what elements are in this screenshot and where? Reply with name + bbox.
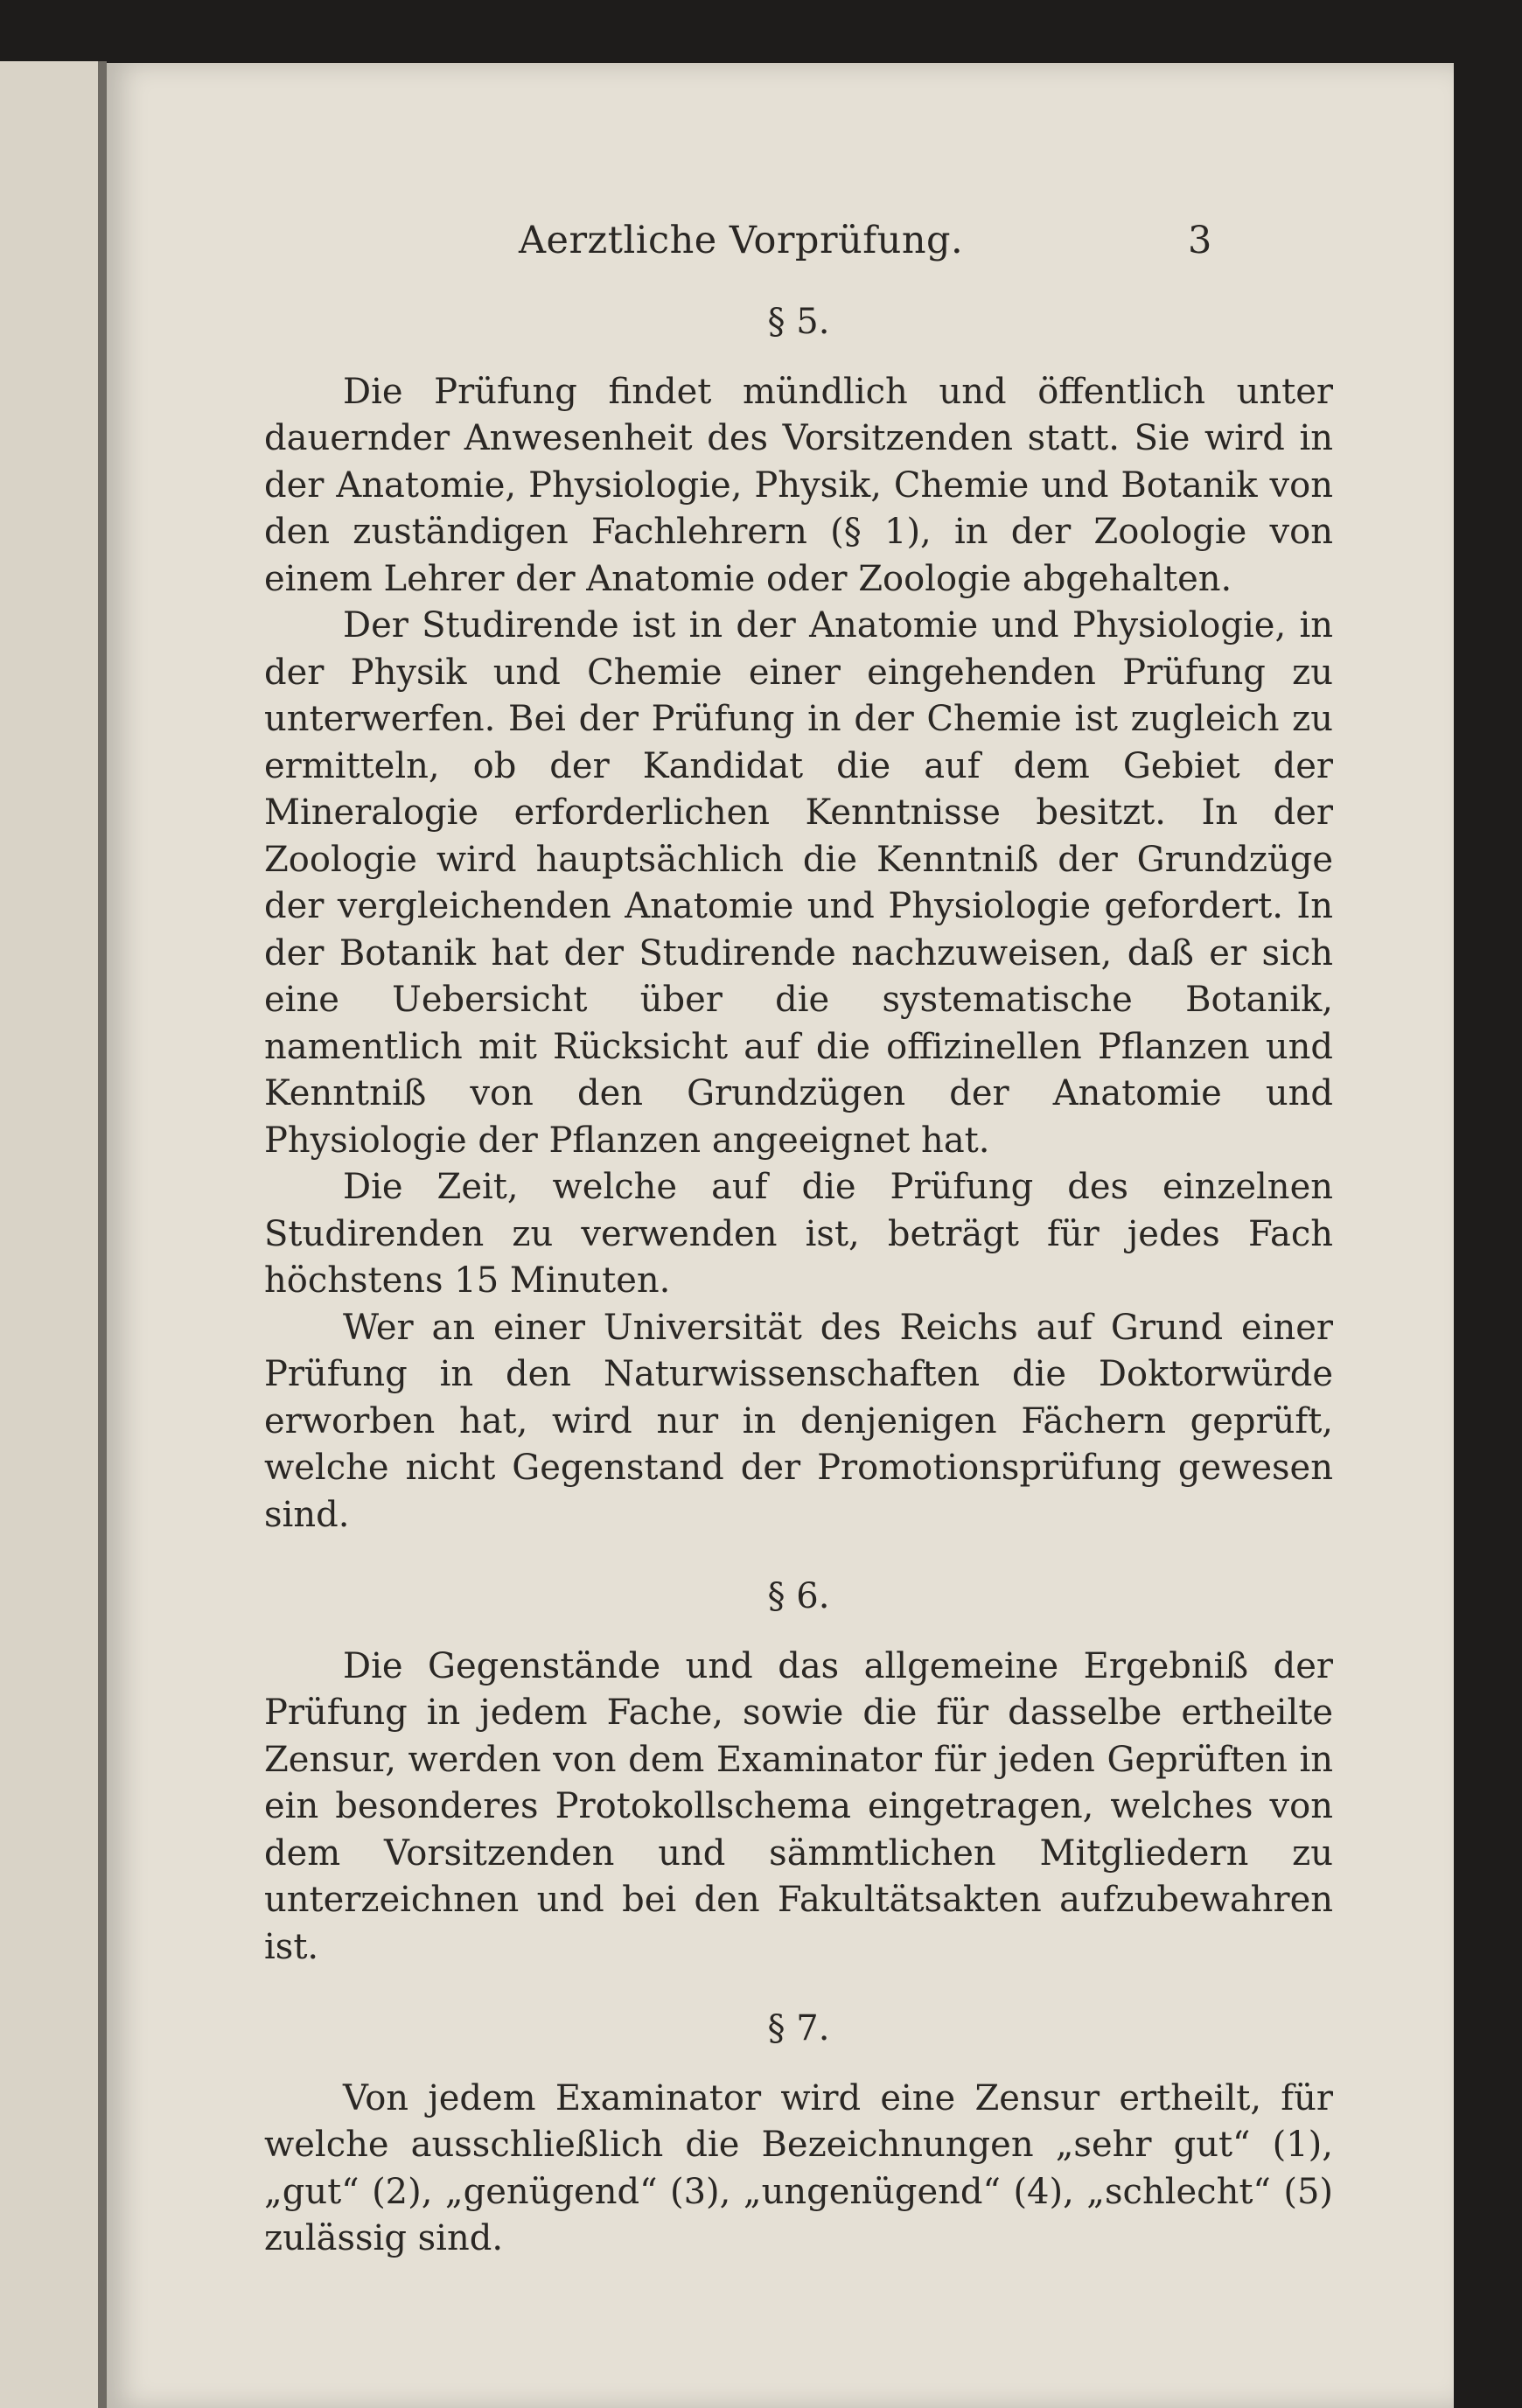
section-heading: § 6. <box>767 1576 830 1616</box>
page-number: 3 <box>1188 219 1212 262</box>
section-heading: § 5. <box>767 302 830 342</box>
paragraph: Die Gegenstände und das allgemeine Ergebniß der Prüfung in jedem Fache, sowie die für dasselbe ertheilte Zensur, werden von dem Examinator für jeden Geprüften in ein besonderes Protokollschema eingetragen, welches von dem Vorsitzenden und sämmtlichen Mitgliedern zu unterzeichnen und bei den Fakultätsakten aufzubewahren ist. <box>264 1645 1333 1967</box>
running-head-title: Aerztliche Vorprüfung. <box>519 219 964 262</box>
paragraph: Der Studirende ist in der Anatomie und Physiologie, in der Physik und Chemie einer eingehenden Prüfung zu unterwerfen. Bei der Prüfung in der Chemie ist zugleich zu ermitteln, ob der Kandidat die auf dem Gebiet der Mineralogie erforderlichen Kenntnisse besitzt. In der Zoologie wird hauptsächlich die Kenntniß der Grundzüge der vergleichenden Anatomie und Physiologie gefordert. In der Botanik hat der Studirende nachzuweisen, daß er sich eine Uebersicht über die systematische Botanik, namentlich mit Rücksicht auf die offizinellen Pflanzen und Kenntniß von den Grundzügen der Anatomie und Physiologie der Pflanzen angeeignet hat. <box>264 605 1333 1161</box>
paragraph: Die Prüfung findet mündlich und öffentlich unter dauernder Anwesenheit des Vorsitzenden statt. Sie wird in der Anatomie, Physiologie, Physik, Chemie und Botanik von den zuständigen Fachlehrern (§ 1), in der Zoologie von einem Lehrer der Anatomie oder Zoologie abgehalten. <box>264 371 1333 599</box>
previous-page-edge <box>0 61 107 2408</box>
book-page <box>107 63 1454 2408</box>
section-heading: § 7. <box>767 2008 830 2049</box>
paragraph: Die Zeit, welche auf die Prüfung des einzelnen Studirenden zu verwenden ist, beträgt für jedes Fach höchstens 15 Minuten. <box>264 1167 1333 1301</box>
body-text <box>264 299 1333 2263</box>
running-head <box>107 219 1454 271</box>
paragraph: Wer an einer Universität des Reichs auf Grund einer Prüfung in den Naturwissenschaften die Doktorwürde erworben hat, wird nur in denjenigen Fächern geprüft, welche nicht Gegenstand der Promotionsprüfung gewesen sind. <box>264 1307 1333 1535</box>
paragraph: Von jedem Examinator wird eine Zensur ertheilt, für welche ausschließlich die Bezeichnungen „sehr gut“ (1), „gut“ (2), „genügend“ (3), „ungenügend“ (4), „schlecht“ (5) zulässig sind. <box>264 2077 1333 2258</box>
